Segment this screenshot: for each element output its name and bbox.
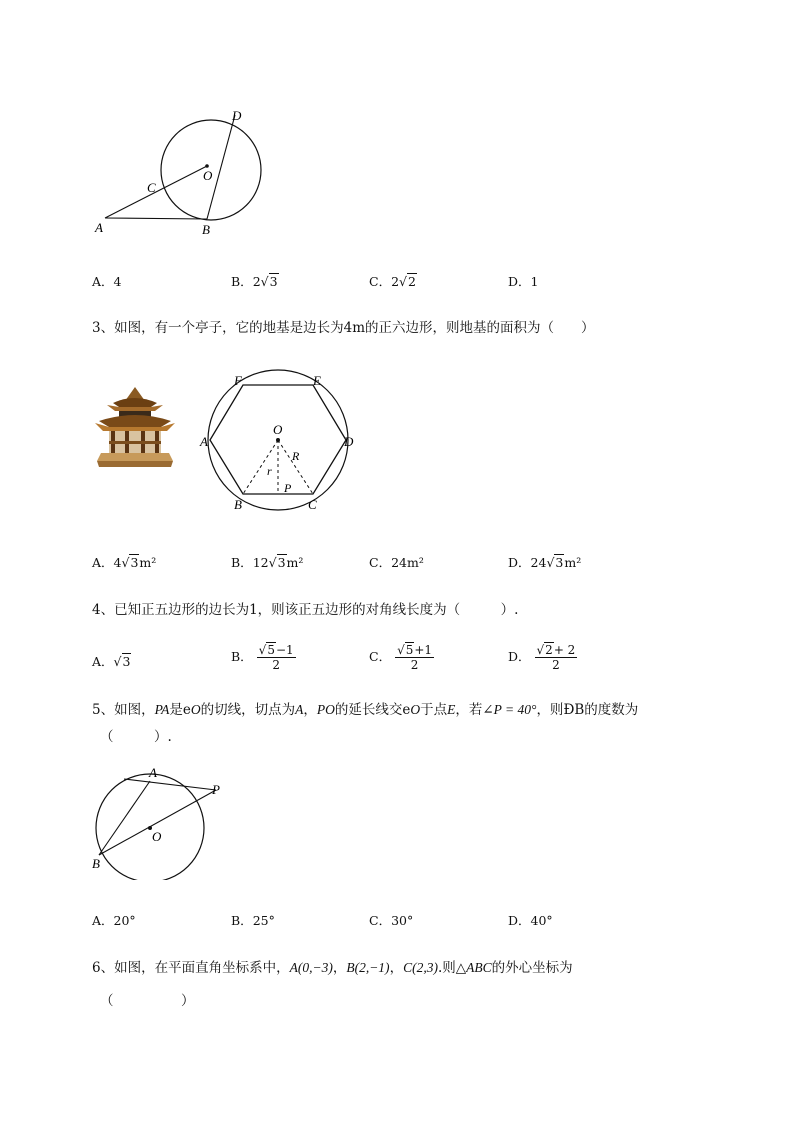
label-B: B bbox=[202, 222, 210, 237]
option-letter: C． bbox=[369, 274, 392, 289]
q3-option-a[interactable]: A．4√3m² bbox=[92, 555, 157, 570]
q2-option-c[interactable] bbox=[369, 272, 417, 290]
label-D: D bbox=[232, 108, 242, 123]
fraction: $\frac{√2+ 2}{2}$ bbox=[536, 643, 576, 672]
figure-hexagon bbox=[198, 368, 363, 516]
label-O: O bbox=[203, 168, 213, 183]
sqrt: √2 bbox=[399, 274, 416, 289]
sqrt: √3 bbox=[260, 274, 278, 289]
label-B: B bbox=[234, 497, 242, 512]
label-P: P bbox=[284, 481, 292, 495]
q5-option-c[interactable]: C．30° bbox=[369, 913, 414, 928]
q3-option-d[interactable]: D．24√3m² bbox=[508, 555, 582, 570]
q6-question: 6、如图，在平面直角坐标系中，A(0,−3)，B(2,−1)，C(2,3).则△ABC的外心坐标为 bbox=[92, 960, 573, 976]
label-A: A bbox=[149, 765, 157, 780]
q6-question-line2: （ ） bbox=[100, 993, 195, 1009]
option-letter: B． bbox=[231, 274, 253, 289]
q5-option-a[interactable]: A．20° bbox=[92, 913, 136, 928]
option-text: 1 bbox=[530, 274, 539, 289]
coef: 2 bbox=[252, 274, 261, 289]
q2-option-d[interactable] bbox=[508, 272, 538, 290]
label-A: A bbox=[95, 220, 103, 235]
q4-option-c[interactable]: C． $\frac{√5+1}{2}$ bbox=[369, 643, 433, 672]
option-text: 4 bbox=[113, 274, 122, 289]
label-O: O bbox=[273, 422, 283, 437]
label-E: E bbox=[313, 373, 321, 388]
q5-question-line2: （ ）. bbox=[100, 729, 172, 745]
q2-option-a[interactable] bbox=[92, 272, 121, 290]
pavilion-image bbox=[95, 385, 175, 470]
sqrt: √3 bbox=[546, 555, 564, 570]
label-r: r bbox=[267, 464, 272, 478]
label-P: P bbox=[212, 782, 220, 797]
option-letter: D． bbox=[508, 274, 531, 289]
fraction: $\frac{√5+1}{2}$ bbox=[397, 643, 433, 672]
q4-question: 4、已知正五边形的边长为1，则该正五边形的对角线长度为（ ）. bbox=[92, 602, 519, 618]
sqrt: √3 bbox=[113, 654, 131, 669]
label-R: R bbox=[292, 449, 300, 463]
sqrt: √3 bbox=[121, 555, 139, 570]
q4-option-a[interactable]: A．√3 bbox=[92, 654, 131, 669]
label-C: C bbox=[147, 180, 156, 195]
q3-question: 3、如图，有一个亭子，它的地基是边长为4m的正六边形，则地基的面积为（ ） bbox=[92, 320, 595, 336]
q3-option-c[interactable]: C．24m² bbox=[369, 555, 424, 570]
q5-option-b[interactable]: B．25° bbox=[231, 913, 275, 928]
coef: 2 bbox=[391, 274, 400, 289]
fraction: $\frac{√5-1}{2}$ bbox=[258, 643, 294, 672]
sqrt: √3 bbox=[268, 555, 286, 570]
label-C: C bbox=[308, 497, 317, 512]
label-A: A bbox=[200, 434, 208, 449]
label-O: O bbox=[152, 829, 162, 844]
q4-option-d[interactable]: D． $\frac{√2+ 2}{2}$ bbox=[508, 643, 576, 672]
label-D: D bbox=[344, 434, 354, 449]
q3-option-b[interactable]: B．12√3m² bbox=[231, 555, 304, 570]
q2-option-b[interactable] bbox=[231, 272, 279, 290]
q5-question: 5、如图，PA是eO的切线，切点为A，PO的延长线交eO于点E，若∠P = 40°，则ÐB的度数为 bbox=[92, 702, 639, 718]
q4-option-b[interactable]: B． $\frac{√5-1}{2}$ bbox=[231, 643, 294, 672]
figure-circle-tangent bbox=[90, 100, 280, 240]
option-letter: A． bbox=[92, 274, 114, 289]
label-B: B bbox=[92, 856, 100, 871]
q5-option-d[interactable]: D．40° bbox=[508, 913, 553, 928]
label-F: F bbox=[234, 373, 242, 388]
figure-tangent-circle bbox=[88, 765, 233, 880]
